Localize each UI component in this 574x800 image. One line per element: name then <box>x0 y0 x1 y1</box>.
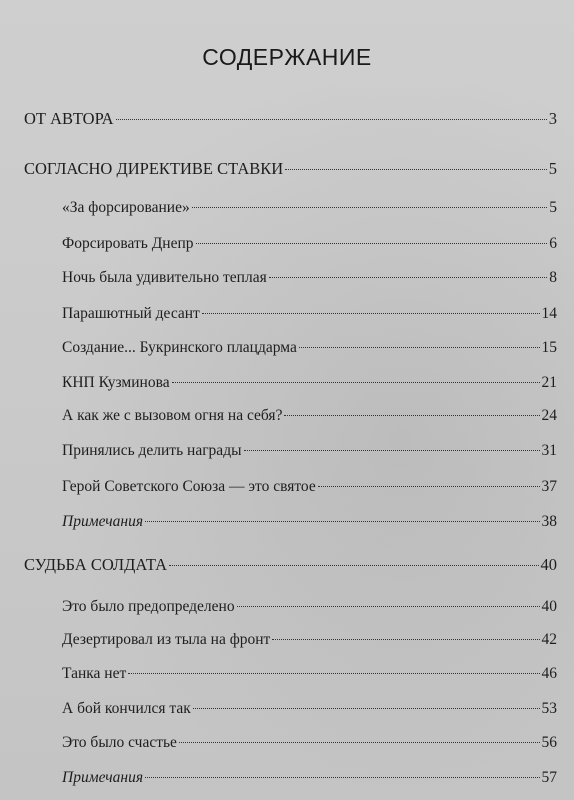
dot-leader <box>284 415 539 416</box>
toc-entry-page: 6 <box>549 235 557 252</box>
toc-entry <box>62 732 557 754</box>
toc-entry-page: 42 <box>541 631 557 648</box>
toc-entry-title: Герой Советского Союза — это святое <box>62 478 316 495</box>
toc-entry-page: 57 <box>541 769 557 786</box>
toc-entry-section <box>24 108 557 130</box>
toc-entry-notes <box>62 511 557 533</box>
toc-entry <box>62 405 557 427</box>
dot-leader <box>202 313 540 314</box>
dot-leader <box>145 777 539 778</box>
toc-entry-page: 8 <box>549 269 557 286</box>
toc-entry-page: 56 <box>541 734 557 751</box>
toc-entry-title: Это было предопределено <box>62 598 235 615</box>
dot-leader <box>269 277 548 278</box>
toc-entry-page: 21 <box>541 374 557 391</box>
toc-entry-title: Танка нет <box>62 665 127 682</box>
toc-entry-page: 40 <box>541 598 557 615</box>
toc-entry-page: 46 <box>541 665 557 682</box>
toc-entry-page: 31 <box>541 442 557 459</box>
dot-leader <box>169 565 538 566</box>
toc-entry-page: 5 <box>549 199 557 216</box>
dot-leader <box>196 243 548 244</box>
toc-entry-title: Примечания <box>62 513 144 530</box>
page-title: СОДЕРЖАНИЕ <box>202 44 372 70</box>
toc-entry-page: 3 <box>548 109 557 128</box>
dot-leader <box>179 742 540 743</box>
toc-entry <box>62 629 557 651</box>
toc-entry <box>62 303 557 325</box>
toc-entry-title: СУДЬБА СОЛДАТА <box>24 555 168 574</box>
toc-entry-page: 24 <box>541 407 557 424</box>
toc-entry-page: 5 <box>548 159 557 178</box>
toc-entry-title: Форсировать Днепр <box>62 235 194 252</box>
toc-entry-page: 14 <box>541 305 557 322</box>
dot-leader <box>237 606 540 607</box>
toc-entry <box>62 596 557 618</box>
toc-entry <box>62 233 557 255</box>
toc-entry <box>62 197 557 219</box>
toc-entry-page: 37 <box>541 478 557 495</box>
toc-entry <box>62 267 557 289</box>
toc-entry-section <box>24 158 557 180</box>
toc-entry-title: Принялись делить награды <box>62 442 242 459</box>
toc-entry-page: 15 <box>541 339 557 356</box>
toc-entry-title: КНП Кузминова <box>62 374 170 391</box>
dot-leader <box>116 119 547 120</box>
toc-entry-title: Создание... Букринского плацдарма <box>62 339 297 356</box>
toc-entry-page: 38 <box>541 513 557 530</box>
toc-entry <box>62 663 557 685</box>
dot-leader <box>272 639 539 640</box>
toc-entry-title: Парашютный десант <box>62 305 200 322</box>
toc-entry-title: Это было счастье <box>62 734 177 751</box>
toc-entry <box>62 372 557 394</box>
toc-entry-title: А бой кончился так <box>62 700 191 717</box>
dot-leader <box>172 382 540 383</box>
dot-leader <box>192 207 548 208</box>
toc-entry <box>62 698 557 720</box>
toc-entry-title: «За форсирование» <box>62 199 190 216</box>
dot-leader <box>285 169 547 170</box>
toc-entry <box>62 337 557 359</box>
toc-entry-section <box>24 554 557 576</box>
toc-entry-notes <box>62 767 557 789</box>
toc-entry-title: ОТ АВТОРА <box>24 109 114 128</box>
toc-entry <box>62 440 557 462</box>
toc-entry-title: Дезертировал из тыла на фронт <box>62 631 271 648</box>
toc-entry <box>62 476 557 498</box>
dot-leader <box>318 486 540 487</box>
toc-entry-title: Примечания <box>62 769 144 786</box>
toc-entry-page: 40 <box>540 555 557 574</box>
toc-entry-page: 53 <box>541 700 557 717</box>
dot-leader <box>193 708 540 709</box>
toc-entry-title: А как же с вызовом огня на себя? <box>62 407 283 424</box>
toc-entry-title: Ночь была удивительно теплая <box>62 269 267 286</box>
dot-leader <box>299 347 540 348</box>
dot-leader <box>128 673 539 674</box>
dot-leader <box>145 521 539 522</box>
toc-entry-title: СОГЛАСНО ДИРЕКТИВЕ СТАВКИ <box>24 159 284 178</box>
dot-leader <box>244 450 540 451</box>
